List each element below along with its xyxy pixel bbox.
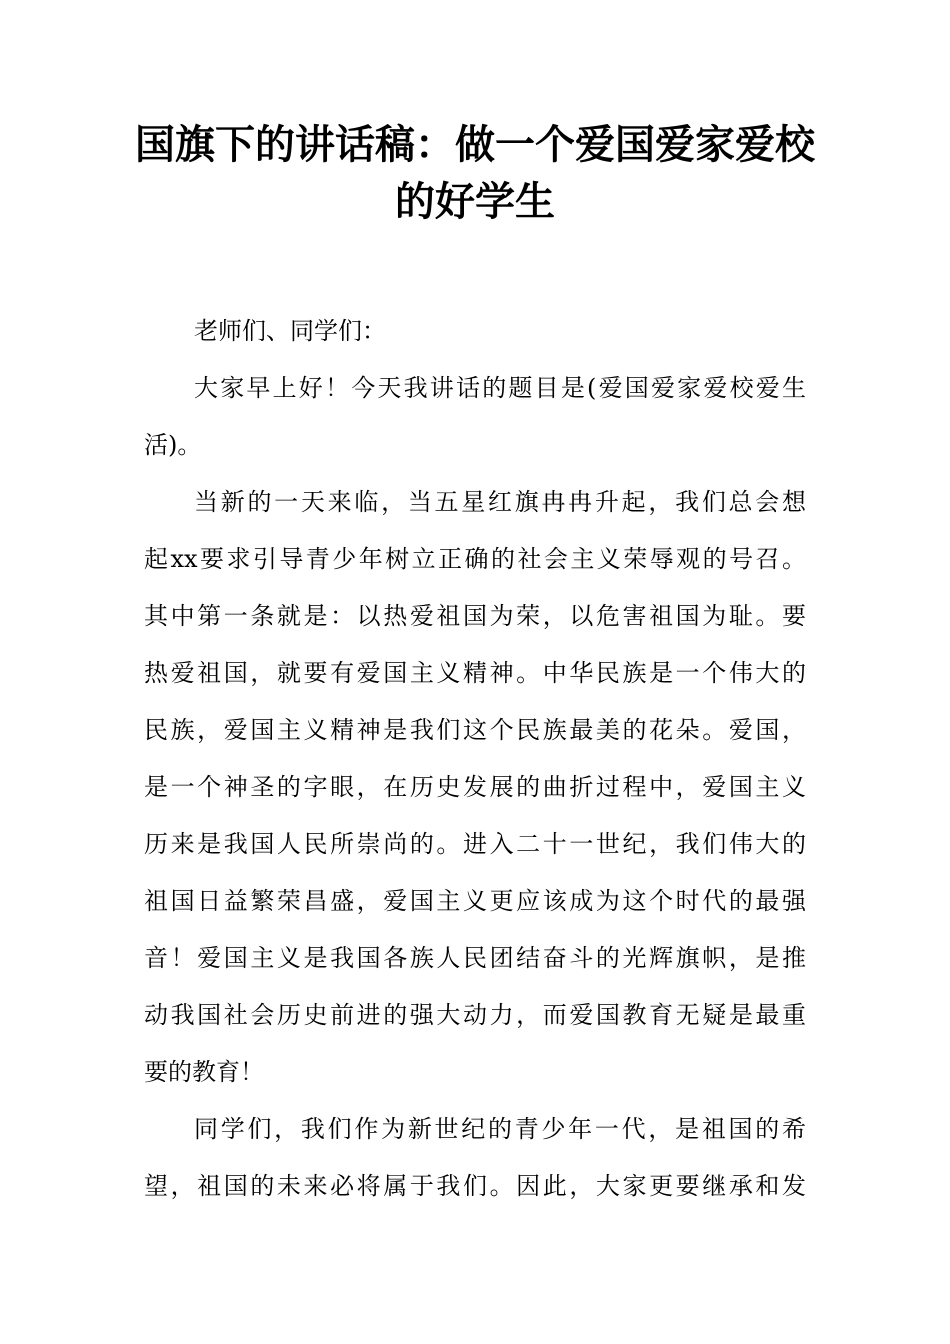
body-line: 起xx要求引导青少年树立正确的社会主义荣辱观的号召。 <box>144 545 806 573</box>
body-line: 其中第一条就是：以热爱祖国为荣，以危害祖国为耻。要 <box>144 602 806 630</box>
body-line: 历来是我国人民所崇尚的。进入二十一世纪，我们伟大的 <box>144 830 806 858</box>
body-line: 望，祖国的未来必将属于我们。因此，大家更要继承和发 <box>144 1172 806 1200</box>
document-title-line-2: 的好学生 <box>395 179 555 225</box>
body-line: 音！爱国主义是我国各族人民团结奋斗的光辉旗帜，是推 <box>144 944 806 972</box>
body-line: 是一个神圣的字眼，在历史发展的曲折过程中，爱国主义 <box>144 773 806 801</box>
body-line: 同学们，我们作为新世纪的青少年一代，是祖国的希 <box>194 1115 806 1143</box>
document-title-line-1: 国旗下的讲话稿：做一个爱国爱家爱校 <box>135 122 815 168</box>
body-line: 活)。 <box>144 431 202 459</box>
body-line: 民族，爱国主义精神是我们这个民族最美的花朵。爱国， <box>144 716 806 744</box>
body-line: 大家早上好！今天我讲话的题目是(爱国爱家爱校爱生 <box>194 374 806 402</box>
body-line: 当新的一天来临，当五星红旗冉冉升起，我们总会想 <box>194 488 806 516</box>
body-line: 热爱祖国，就要有爱国主义精神。中华民族是一个伟大的 <box>144 659 806 687</box>
body-line: 要的教育！ <box>144 1058 264 1086</box>
body-line: 祖国日益繁荣昌盛，爱国主义更应该成为这个时代的最强 <box>144 887 806 915</box>
body-line: 老师们、同学们： <box>194 317 386 345</box>
body-line: 动我国社会历史前进的强大动力，而爱国教育无疑是最重 <box>144 1001 806 1029</box>
